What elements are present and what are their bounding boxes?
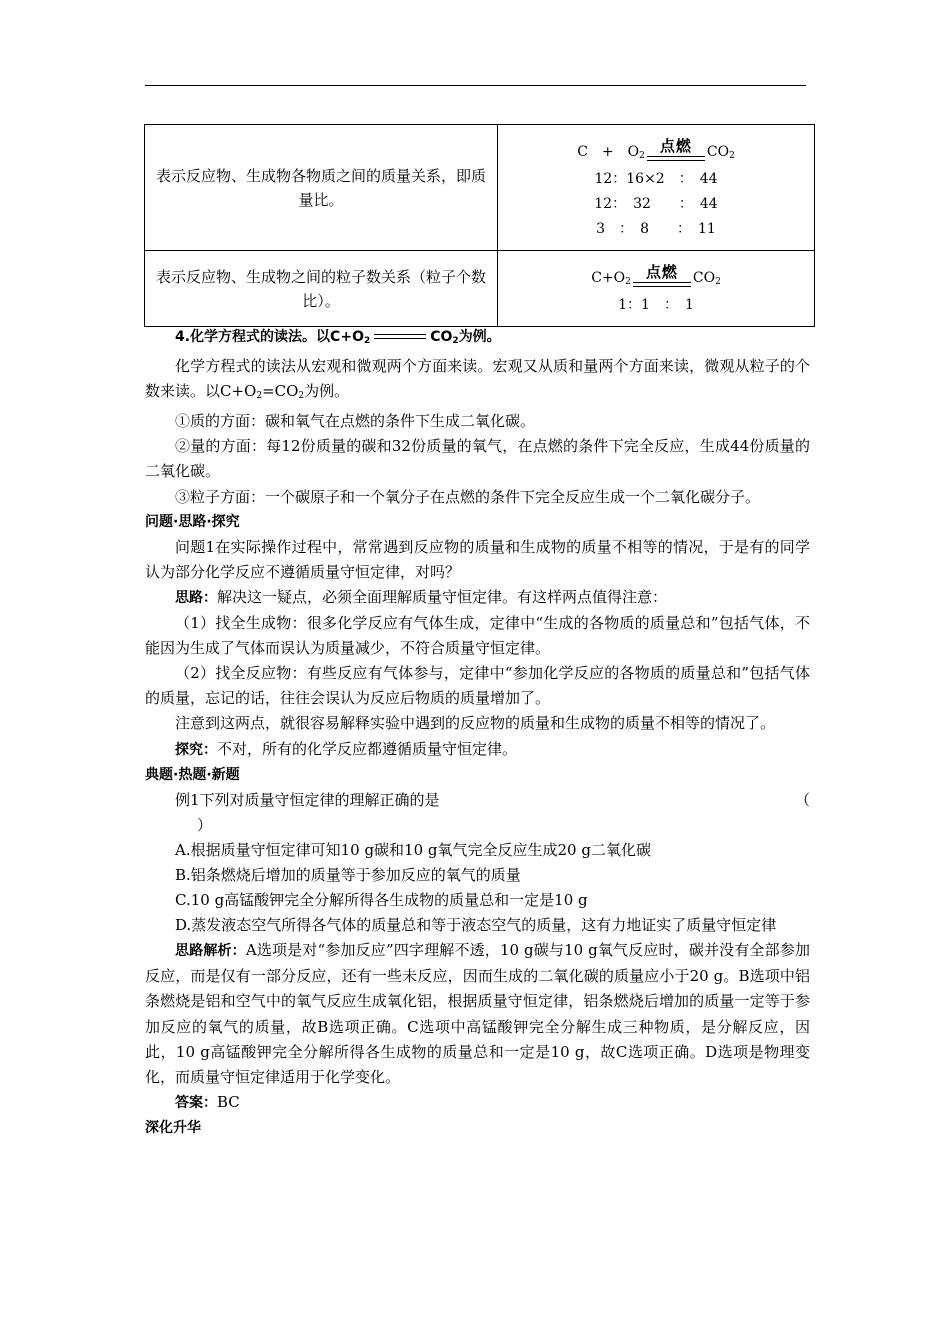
reaction-arrow [647, 133, 705, 167]
header-rule [145, 85, 806, 86]
section-heading-question: 问题·思路·探究 [145, 513, 240, 530]
summary-paragraph: 注意到这两点，就很容易解释实验中遇到的反应物的质量和生成物的质量不相等的情况了。 [175, 714, 776, 733]
reaction-condition: 点燃 [659, 137, 692, 155]
row1-description: 表示反应物、生成物各物质之间的质量关系，即质量比。 [145, 125, 498, 251]
option-d: D.蒸发液态空气所得各气体的质量总和等于液态空气的质量，这有力地证实了质量守恒定律 [175, 916, 777, 935]
row2-description: 表示反应物、生成物之间的粒子数关系（粒子个数比）。 [145, 251, 498, 327]
document-body [145, 325, 810, 1141]
mass-ratio-2: 12： 32 ： 44 [594, 196, 718, 212]
mass-ratio-3: 3 ： 8 ： 11 [596, 221, 716, 237]
row1-equation: C + $O_2$ 点燃 $CO_2$ [577, 133, 735, 167]
point-1: （1）找全生成物：很多化学反应有气体生成，定律中“生成的各物质的质量总和”包括气体，不能因为生成了气体而误认为质量减少，不符合质量守恒定律。 [145, 614, 810, 658]
example-stem: 例1下列对质量守恒定律的理解正确的是 （ [175, 790, 810, 809]
table-row [145, 125, 815, 251]
option-b: B.铝条燃烧后增加的质量等于参加反应的氧气的质量 [175, 865, 521, 884]
equation-meaning-table [144, 124, 815, 327]
reading-intro: 化学方程式的读法从宏观和微观两个方面来读。宏观又从质和量两个方面来读，微观从粒子的个数来读。以$C+O_2=CO_2$为例。 [145, 357, 810, 402]
particle-ratio: 1：1 ： 1 [618, 297, 694, 313]
reaction-condition: 点燃 [645, 263, 678, 281]
section-heading-examples: 典题·热题·新题 [145, 766, 240, 783]
answer-line: 答案：BC [175, 1092, 240, 1111]
section-4-title: 4.化学方程式的读法。以$C+O_2$ $CO_2$为例。 [175, 329, 501, 346]
thinking-paragraph: 思路：解决这一疑点，必须全面理解质量守恒定律。有这样两点值得注意： [175, 587, 668, 606]
row2-equation: $C+O_2$ 点燃 $CO_2$ [591, 259, 721, 293]
question-1: 问题1在实际操作过程中，常常遇到反应物的质量和生成物的质量不相等的情况，于是有的同学认为部分化学反应不遵循质量守恒定律，对吗？ [145, 537, 810, 581]
reading-quality: ①质的方面：碳和氧气在点燃的条件下生成二氧化碳。 [175, 412, 536, 431]
row2-equation-cell [498, 251, 815, 327]
reading-quantity: ②量的方面：每12份质量的碳和32份质量的氧气，在点燃的条件下完全反应，生成44份质量的二氧化碳。 [145, 437, 810, 481]
point-2: （2）找全反应物：有些反应有气体参与，定律中“参加化学反应的各物质的质量总和”包括气体的质量，忘记的话，往往会误认为反应后物质的质量增加了。 [145, 664, 810, 708]
reaction-arrow [633, 259, 691, 293]
analysis-paragraph: 思路解析：A选项是对“参加反应”四字理解不透，10 g碳与10 g氧气反应时，碳并没有全部参加反应，而是仅有一部分反应，还有一些未反应，因而生成的二氧化碳的质量应小于20 g。B选项中铝条燃烧是铝和空气中的氧气反应生成氧化铝，根据质量守恒定律，铝条燃烧后增加的质量一定等于参加反应的氧气的质量，故B选项正确。C选项中高锰酸钾完全分解生成三种物质，是分解反应，因此，10 g高锰酸钾完全分解所得各生成物的质量总和一定是10 g，故C选项正确。D选项是物理变化，而质量守恒定律适用于化学变化。 [145, 941, 810, 1086]
example-paren-close: ） [197, 815, 213, 834]
reading-particles: ③粒子方面：一个碳原子和一个氧分子在点燃的条件下完全反应生成一个二氧化碳分子。 [175, 487, 761, 506]
explore-paragraph: 探究：不对，所有的化学反应都遵循质量守恒定律。 [175, 739, 518, 758]
table-row [145, 251, 815, 327]
option-c: C.10 g高锰酸钾完全分解所得各生成物的质量总和一定是10 g [175, 891, 588, 910]
option-a: A.根据质量守恒定律可知10 g碳和10 g氧气完全反应生成20 g二氧化碳 [175, 840, 651, 859]
row1-equation-cell [498, 125, 815, 251]
section-heading-deepen: 深化升华 [145, 1119, 201, 1136]
mass-ratio-1: 12：16×2 ： 44 [594, 171, 718, 187]
